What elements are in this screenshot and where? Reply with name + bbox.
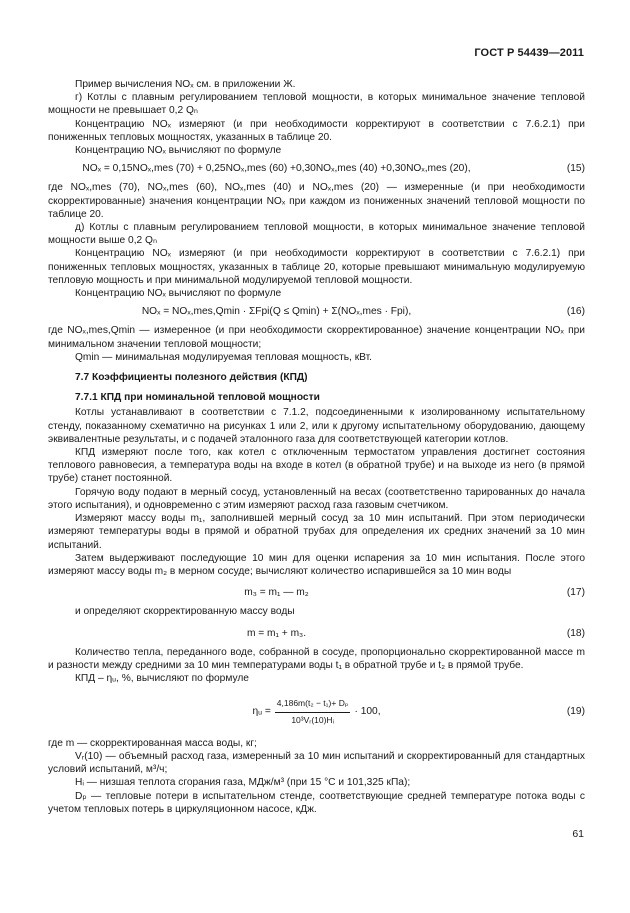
- paragraph: Затем выдерживают последующие 10 мин для оценки испарения за 10 мин испытания. После этого измеряют массу воды m₂ в мерном сосуде; вычисляют количество испарившейся за 10 мин воды: [48, 552, 585, 577]
- paragraph: КПД измеряют после того, как котел с отключенным термостатом управления достигнет состояния теплового равновесия, а температура воды на входе в котел (в обратной трубе) и на выходе из него (в прямой трубе) станет постоянной.: [48, 447, 585, 485]
- formula-expression: NOₓ = NOₓ,mes,Qmin · ΣFpi(Q ≤ Qmin) + Σ(NOₓ,mes · Fpi),: [141, 306, 412, 318]
- formula-number: (19): [566, 706, 585, 718]
- paragraph: Dₚ — тепловые потери в испытательном стенде, соответствующие средней температуре потока воды с учетом тепловых потерь в циркуляционном насосе, кДж.: [48, 790, 585, 815]
- formula-lhs: ηᵤ =: [252, 706, 271, 718]
- formula-rhs: · 100,: [354, 706, 381, 718]
- paragraph: Концентрацию NOₓ измеряют (и при необходимости корректируют в соответствии с 7.6.2.1) при пониженных тепловых мощностях, указанных в таблице 20, которые превышают минимальную модулируемую тепловую мощность и при минимальной модулируемой тепловой мощности.: [48, 248, 585, 286]
- paragraph: Концентрацию NOₓ вычисляют по формуле: [75, 288, 282, 300]
- page-content: [48, 78, 585, 816]
- formula-number: (18): [566, 627, 585, 639]
- section-heading: 7.7 Коэффициенты полезного действия (КПД): [75, 372, 308, 384]
- paragraph: Vᵣ(10) — объемный расход газа, измеренный за 10 мин испытаний и скорректированный для стандартных условий испытаний, м³/ч;: [48, 750, 585, 776]
- formula-18: [48, 627, 585, 640]
- paragraph: Qmin — минимальная модулируемая тепловая мощность, кВт.: [75, 351, 372, 363]
- paragraph: Количество тепла, переданного воде, собранной в сосуде, пропорционально скорректированной массе m и разности между средними за 10 мин температурами воды t₁ в обратной трубе и t₂ в прямой трубе.: [48, 646, 585, 671]
- fraction-denominator: 10³Vᵣ(10)Hᵢ: [291, 714, 334, 725]
- formula-15: [48, 162, 585, 175]
- paragraph: г) Котлы с плавным регулированием тепловой мощности, в которых минимальное значение тепловой мощности не превышает 0,2 Qₙ: [48, 92, 585, 117]
- formula-number: (16): [566, 306, 585, 318]
- formula-16: [48, 305, 585, 318]
- paragraph: Горячую воду подают в мерный сосуд, установленный на весах (соответственно тарированных до начала этого испытания), и одновременно с этим измеряют расход газа газовым счетчиком.: [48, 486, 585, 511]
- formula-expression: NOₓ = 0,15NOₓ,mes (70) + 0,25NOₓ,mes (60) +0,30NOₓ,mes (40) +0,30NOₓ,mes (20),: [82, 163, 471, 175]
- formula-expression: m = m₁ + m₃.: [246, 627, 307, 639]
- paragraph: и определяют скорректированную массу воды: [75, 606, 295, 618]
- paragraph: Измеряют массу воды m₁, заполнившей мерный сосуд за 10 мин испытаний. При этом периодически измеряют температуры воды в прямой и обратной трубах для определения их средних значений за 10 мин испытаний.: [48, 513, 585, 551]
- fraction-numerator: 4,186m(t₂ − t₁)+ Dₚ: [275, 697, 351, 712]
- formula-expression: m₃ = m₁ — m₂: [244, 587, 309, 599]
- page-number: 61: [572, 828, 584, 840]
- formula-19: [48, 697, 585, 726]
- paragraph: Пример вычисления NOₓ см. в приложении Ж.: [75, 79, 296, 90]
- formula-number: (17): [566, 587, 585, 599]
- paragraph: где NOₓ,mes,Qmin — измеренное (и при необходимости скорректированное) значение концентрации NOₓ при минимальном значении тепловой мощности;: [48, 325, 585, 350]
- paragraph: где m — скорректированная масса воды, кг;: [48, 737, 257, 749]
- paragraph: Концентрацию NOₓ вычисляют по формуле: [75, 145, 282, 157]
- formula-number: (15): [566, 163, 585, 175]
- paragraph: Котлы устанавливают в соответствии с 7.1.2, подсоединенными к изолированному испытательному стенду, показанному схематично на рисунках 1 или 2, или к другому испытательному оборудованию, дающему эквивалентные результаты, и с подачей эталонного газа для соответствующей категории котлов.: [48, 407, 585, 445]
- subsection-heading: 7.7.1 КПД при номинальной тепловой мощности: [75, 392, 320, 404]
- formula-17: [48, 586, 585, 599]
- paragraph: где NOₓ,mes (70), NOₓ,mes (60), NOₓ,mes (40) и NOₓ,mes (20) — измеренные (и при необходимости скорректированные) значения концентрации NOₓ при каждом из пониженных значений тепловой мощности по таблице 20.: [48, 182, 585, 220]
- paragraph: КПД – ηᵤ, %, вычисляют по формуле: [75, 673, 249, 685]
- formula-expression: [48, 697, 545, 726]
- paragraph: д) Котлы с плавным регулированием тепловой мощности, в которых минимальное значение тепловой мощности выше 0,2 Qₙ: [48, 222, 585, 247]
- paragraph: Концентрацию NOₓ измеряют (и при необходимости корректируют в соответствии с 7.6.2.1) при пониженных тепловых мощностях, указанных в таблице 20.: [48, 118, 585, 143]
- fraction: [275, 697, 351, 726]
- page-header: ГОСТ Р 54439—2011: [474, 47, 584, 59]
- paragraph: Hᵢ — низшая теплота сгорания газа, МДж/м³ (при 15 °С и 101,325 кПа);: [75, 777, 411, 789]
